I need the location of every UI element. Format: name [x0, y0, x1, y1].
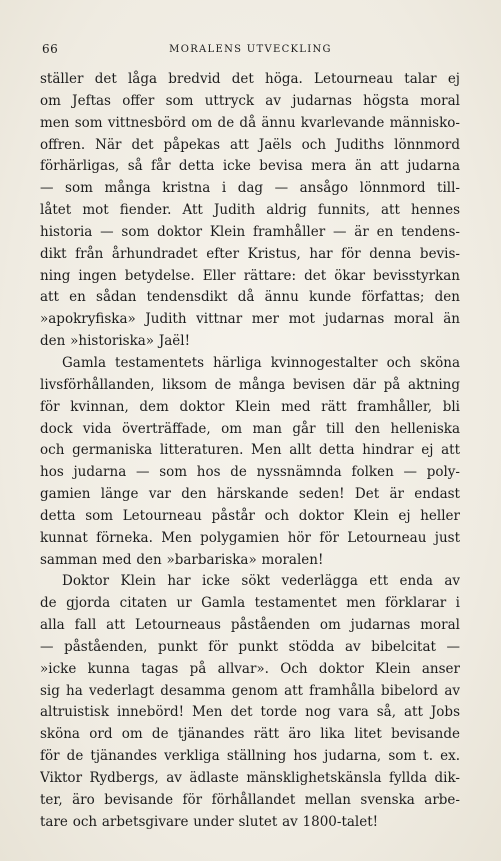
- text-line: detta som Letourneau påstår och doktor Klein ej heller: [40, 507, 460, 524]
- text-line: »icke kunna tagas på allvar». Och doktor Klein anser: [40, 660, 460, 677]
- text-line: alla fall att Letourneaus påståenden om judarnas moral: [40, 617, 460, 634]
- text-line: de gjorda citaten ur Gamla testamentet men förklarar i: [40, 595, 460, 612]
- text-line: ställer det låga bredvid det höga. Letourneau talar ej: [40, 71, 460, 87]
- text-line: Doktor Klein har icke sökt vederlägga ett enda av: [62, 573, 460, 590]
- text-line: — påståenden, punkt för punkt stödda av bibelcitat —: [40, 638, 460, 655]
- page-header: [0, 42, 501, 60]
- text-line: — som många kristna i dag — ansågo lönnmord till-: [40, 180, 460, 197]
- text-line: dock vida överträffade, om man går till den helleniska: [40, 420, 460, 437]
- text-line: Viktor Rydbergs, av ädlaste mänsklighetskänsla fyllda dik-: [40, 770, 460, 786]
- text-line: för kvinnan, dem doktor Klein med rätt framhåller, bli: [40, 398, 460, 415]
- text-line: kunnat förneka. Men polygamien hör för Letourneau just: [40, 529, 460, 546]
- page-number: 66: [42, 42, 59, 56]
- text-line: tare och arbetsgivare under slutet av 1800-talet!: [40, 813, 379, 830]
- text-line: för de tjänandes verkliga ställning hos judarna, som t. ex.: [40, 748, 460, 765]
- text-line: och germaniska litteraturen. Men allt detta hindrar ej att: [40, 442, 460, 459]
- running-head: MORALENS UTVECKLING: [169, 44, 332, 55]
- text-line: men som vittnesbörd om de då ännu kvarlevande människo-: [40, 114, 460, 131]
- text-line: förhärligas, så får detta icke bevisa mera än att judarna: [40, 158, 460, 175]
- text-line: offren. När det påpekas att Jaëls och Judiths lönnmord: [40, 136, 460, 153]
- text-line: dikt från århundradet efter Kristus, har för denna bevis-: [40, 245, 460, 262]
- text-line: om Jeftas offer som uttryck av judarnas högsta moral: [40, 92, 460, 109]
- text-line: ning ingen betydelse. Eller rättare: det ökar bevisstyrkan: [40, 267, 460, 284]
- text-line: att en sådan tendensdikt då ännu kunde författas; den: [40, 289, 460, 306]
- body-text: [40, 69, 460, 834]
- text-line: »apokryfiska» Judith vittnar mer mot judarnas moral än: [40, 311, 460, 328]
- text-line: den »historiska» Jaël!: [40, 333, 191, 350]
- text-line: låtet mot fiender. Att Judith aldrig funnits, att hennes: [40, 202, 460, 219]
- text-line: altruistisk innebörd! Men det torde nog vara så, att Jobs: [40, 704, 460, 721]
- text-line: livsförhållanden, liksom de många bevisen där på aktning: [40, 376, 460, 393]
- text-line: ter, äro bevisande för förhållandet mellan svenska arbe-: [40, 791, 460, 808]
- text-line: samman med den »barbariska» moralen!: [40, 551, 324, 568]
- text-line: gamien länge var den härskande seden! Det är endast: [40, 486, 460, 503]
- text-line: sig ha vederlagt desamma genom att framhålla bibelord av: [40, 682, 460, 699]
- text-line: historia — som doktor Klein framhåller — är en tendens-: [40, 223, 460, 240]
- text-line: Gamla testamentets härliga kvinnogestalter och sköna: [62, 354, 460, 371]
- text-line: sköna ord om de tjänandes rätt äro lika litet bevisande: [40, 726, 460, 743]
- text-line: hos judarna — som hos de nyssnämnda folken — poly-: [40, 464, 460, 481]
